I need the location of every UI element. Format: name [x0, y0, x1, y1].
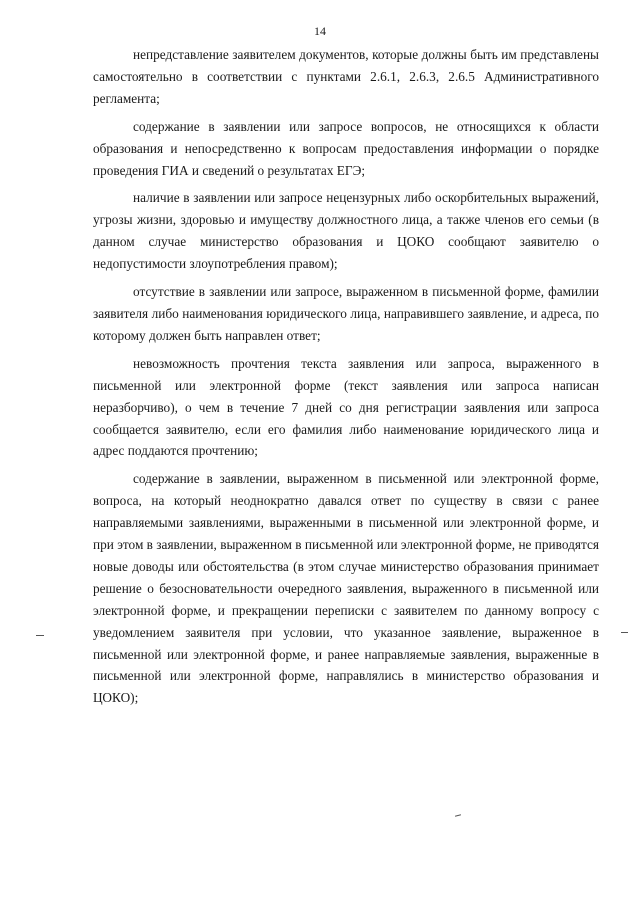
paragraph-1: непредставление заявителем документов, которые должны быть им представлены самостоятельно в соответствии с пунктами 2.6.1, 2.6.3, 2.6.5 Административного регламента; [93, 47, 599, 106]
paragraph-5: невозможность прочтения текста заявления или запроса, выраженного в письменной или электронной форме (текст заявления или запроса написан неразборчиво), о чем в течение 7 дней со дня регистрации заявления или запроса сообщается заявителю, если его фамилия либо наименование юридического лица и адрес поддаются прочтению; [93, 355, 599, 459]
scan-mark-left [36, 635, 44, 636]
scan-mark-right [621, 632, 628, 633]
document-body [93, 44, 599, 715]
paragraph-4: отсутствие в заявлении или запросе, выраженном в письменной форме, фамилии заявителя либо наименования юридического лица, направившего заявление, и адреса, по которому должен быть направлен ответ; [93, 284, 599, 343]
page-number: 14 [314, 24, 326, 38]
paragraph-3: наличие в заявлении или запросе нецензурных либо оскорбительных выражений, угрозы жизни, здоровью и имуществу должностного лица, а также членов его семьи (в данном случае министерство образования и ЦОКО сообщают заявителю о недопустимости злоупотребления правом); [93, 190, 599, 272]
scan-mark-bottom [455, 814, 461, 817]
paragraph-6: содержание в заявлении, выраженном в письменной или электронной форме, вопроса, на который неоднократно давался ответ по существу в связи с ранее направляемыми заявлениями, выраженными в письменной или электронной форме, и при этом в заявлении, выраженном в письменной или электронной форме, не приводятся новые доводы или обстоятельства (в этом случае министерство образования принимает решение о безосновательности очередного заявления, выраженного в письменной или электронной форме, и прекращении переписки с заявителем по данному вопросу с уведомлением заявителя при условии, что указанное заявление, выраженное в письменной или электронной форме, и ранее направляемые заявления, выраженные в письменной или электронной форме, направлялись в министерство образования и ЦОКО); [93, 471, 599, 706]
paragraph-2: содержание в заявлении или запросе вопросов, не относящихся к области образования и непосредственно к вопросам предоставления информации о порядке проведения ГИА и сведений о результатах ЕГЭ; [93, 118, 599, 178]
